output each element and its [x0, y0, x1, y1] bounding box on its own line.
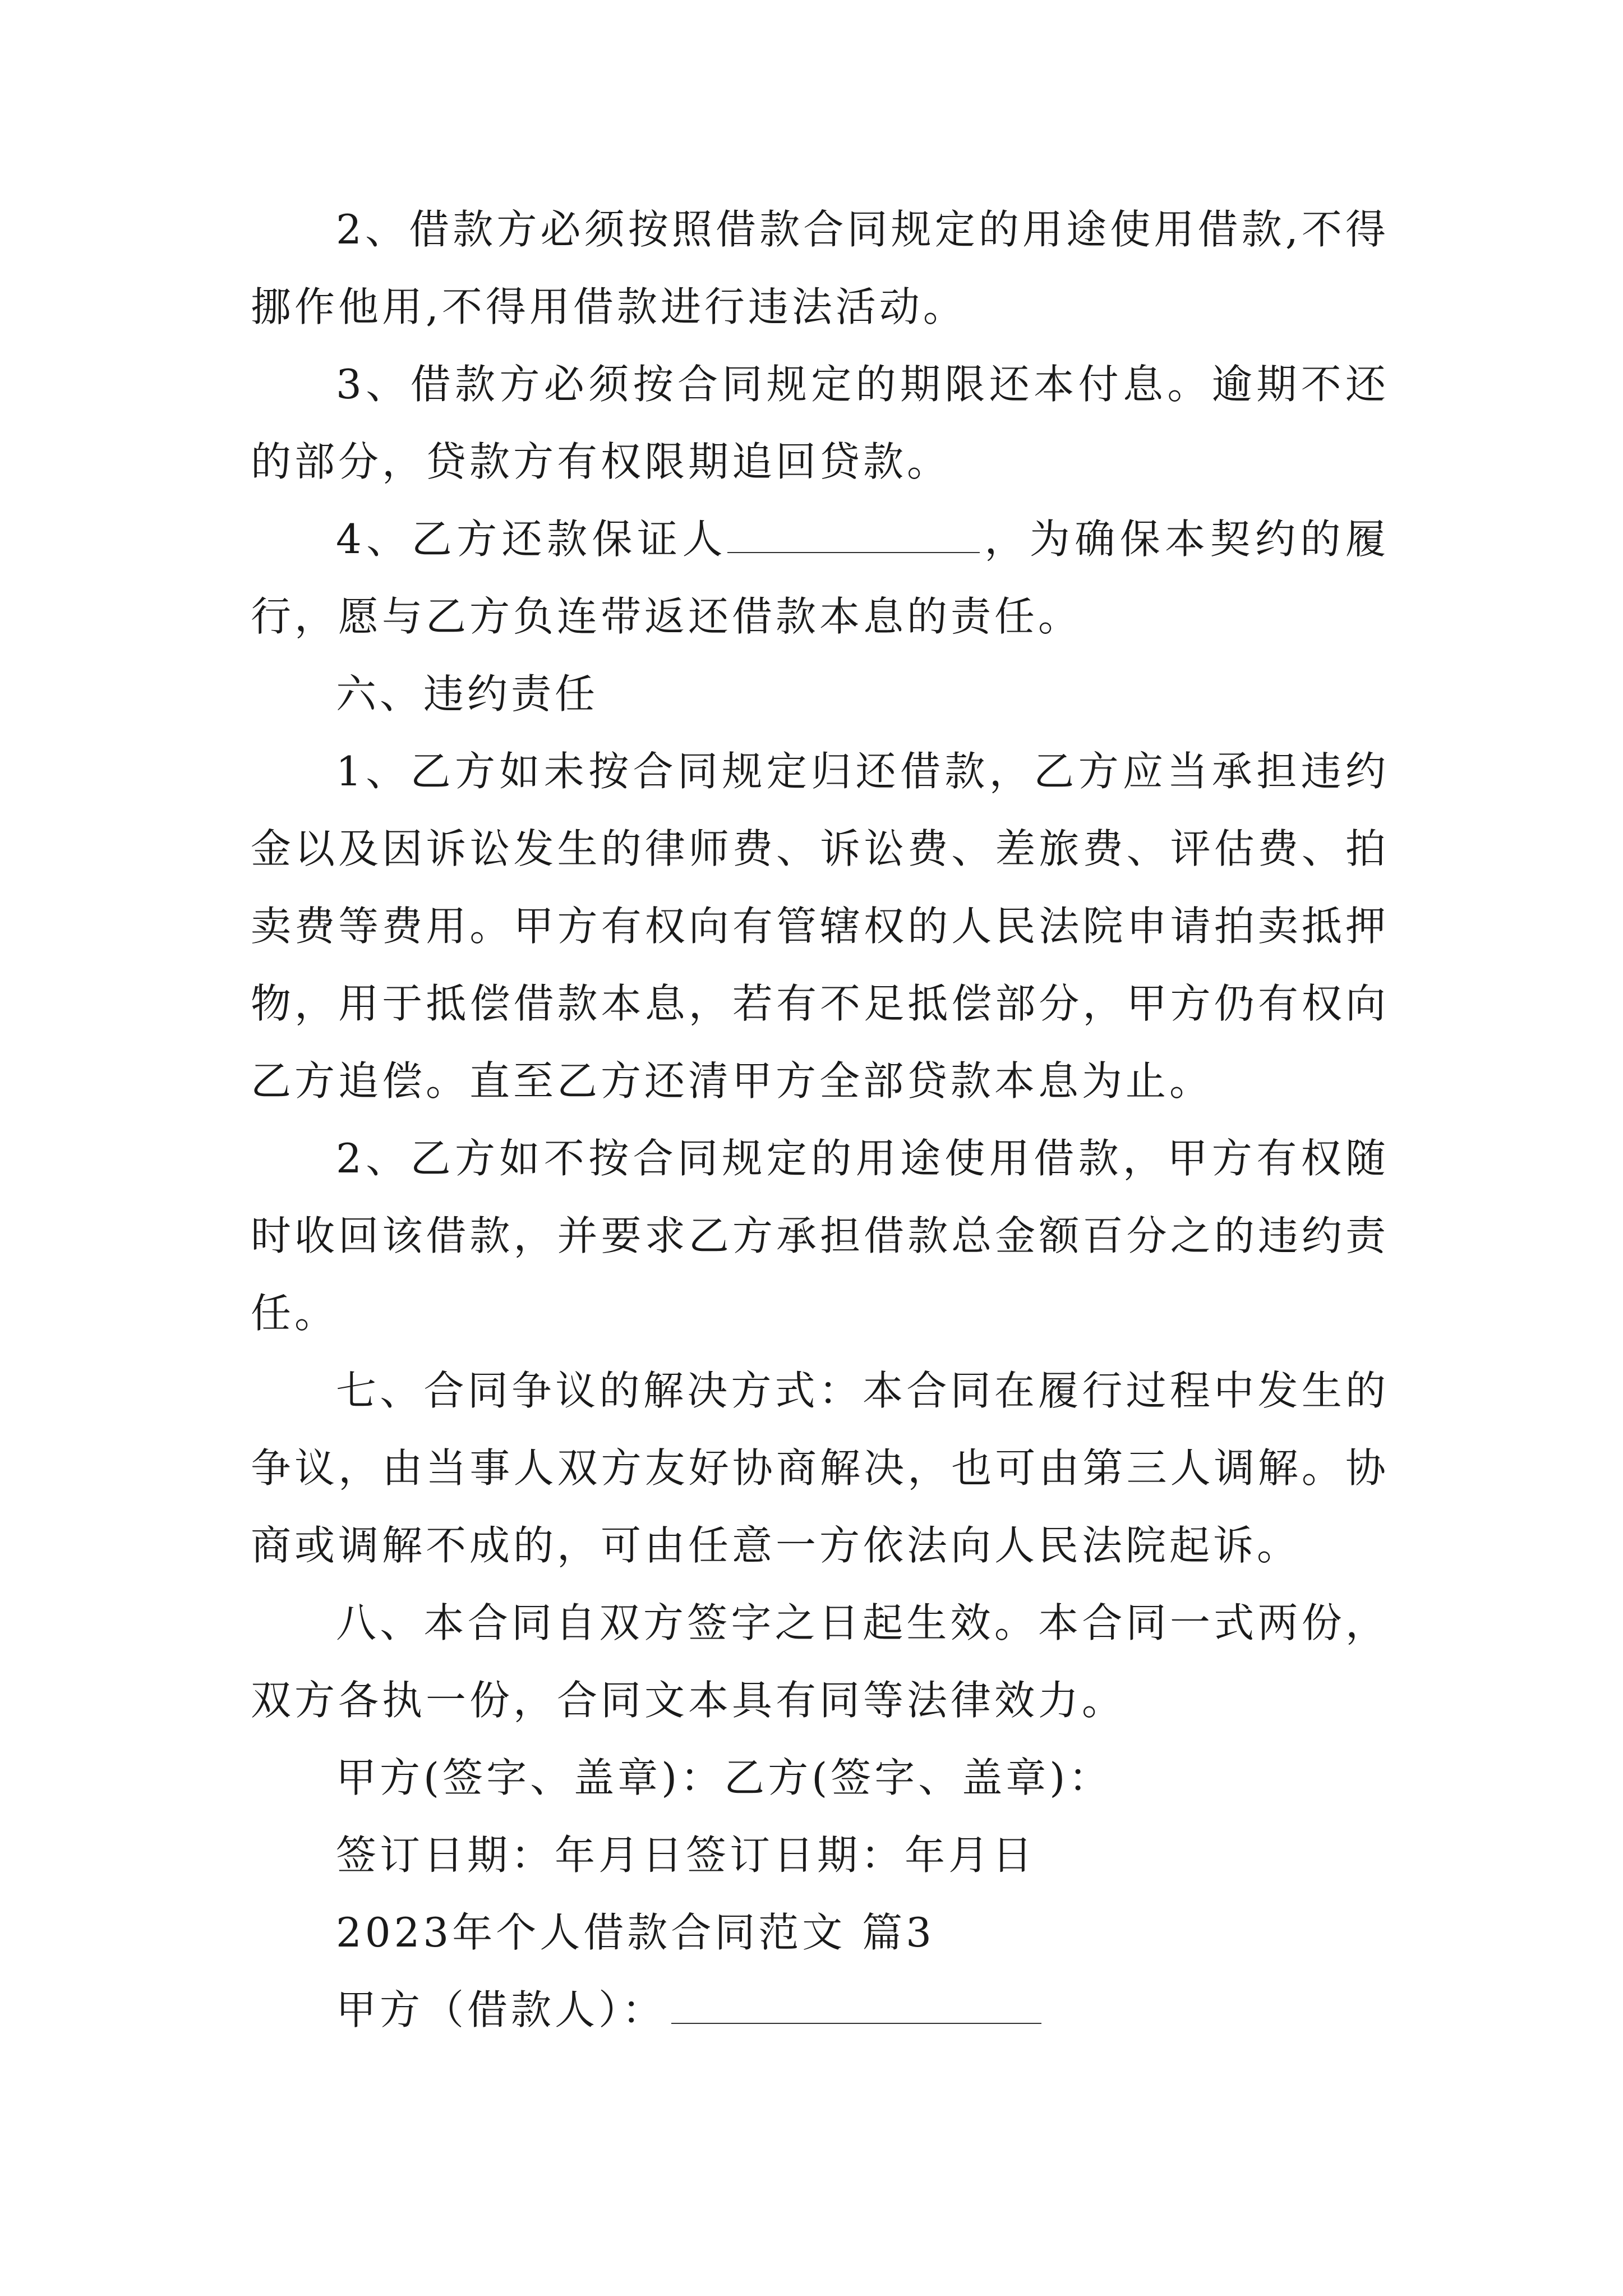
signatures-line: 甲方(签字、盖章)：乙方(签字、盖章)： — [336, 1754, 1113, 1801]
breach-clause-1-paragraph: 1、乙方如未按合同规定归还借款，乙方应当承担违约金以及因诉讼发生的律师费、诉讼费、差旅费、评估费、拍卖费等费用。甲方有权向有管辖权的人民法院申请拍卖抵押物，用于抵偿借款本息，若有不足抵偿部分，甲方仍有权向乙方追偿。直至乙方还清甲方全部贷款本息为止。 — [251, 748, 1389, 1105]
dispute-resolution-paragraph: 七、合同争议的解决方式：本合同在履行过程中发生的争议，由当事人双方友好协商解决，也可由第三人调解。协商或调解不成的，可由任意一方依法向人民法院起诉。 — [251, 1367, 1389, 1569]
breach-clause-2-paragraph: 2、乙方如不按合同规定的用途使用借款，甲方有权随时收回该借款，并要求乙方承担借款总金额百分之的违约责任。 — [251, 1135, 1389, 1337]
party-a-label: 甲方（借款人）： — [336, 1986, 666, 2033]
guarantor-blank-line — [727, 500, 980, 553]
next-contract-title: 2023年个人借款合同范文 篇3 — [336, 1909, 935, 1956]
clause-3-paragraph: 3、借款方必须按合同规定的期限还本付息。逾期不还的部分，贷款方有权限期追回贷款。 — [251, 361, 1389, 485]
document-body — [251, 191, 1389, 2049]
breach-section-heading: 六、违约责任 — [336, 670, 599, 717]
clause-4-paragraph — [251, 500, 1389, 655]
clause-4-text-after: ，为确保本契约的履行，愿与乙方负连带返还借款本息的责任。 — [251, 516, 1389, 640]
signing-date-line: 签订日期：年月日签订日期：年月日 — [336, 1832, 1036, 1879]
effectiveness-paragraph: 八、本合同自双方签字之日起生效。本合同一式两份，双方各执一份，合同文本具有同等法律效力。 — [251, 1599, 1389, 1724]
party-a-blank-line — [671, 1971, 1041, 2024]
clause-4-text-before: 4、乙方还款保证人 — [336, 516, 727, 563]
clause-2-paragraph: 2、借款方必须按照借款合同规定的用途使用借款,不得挪作他用,不得用借款进行违法活动。 — [251, 206, 1389, 330]
party-a-line — [251, 1971, 1389, 2049]
